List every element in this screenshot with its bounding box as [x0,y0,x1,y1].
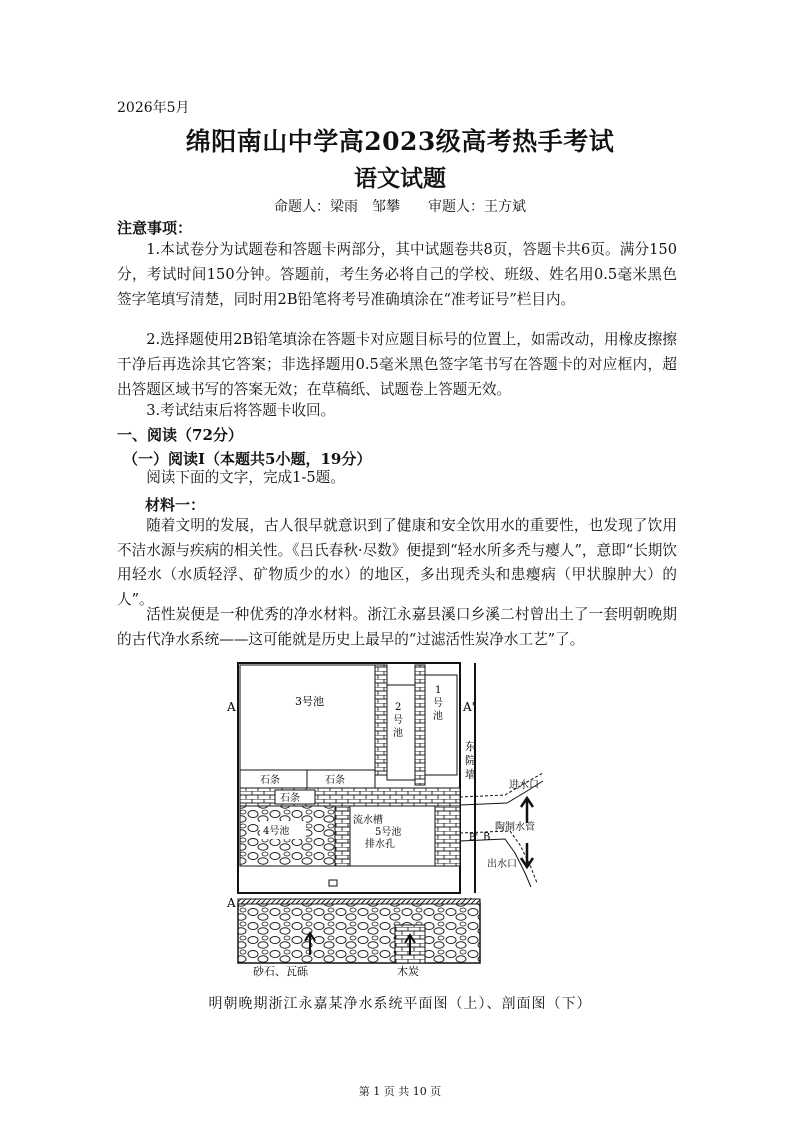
exam-authors: 命题人：梁雨 邹攀 审题人：王方斌 [274,199,526,215]
reading-subheading: （一）阅读Ⅰ（本题共5小题，19分） [123,450,372,468]
pool1-label-c: 池 [433,711,443,722]
reading-instruction: 阅读下面的文字，完成1-5题。 [146,469,345,486]
east-wall-a: 东 [465,740,476,753]
pool2-label-a: 2 [395,702,402,713]
inlet-label: 进水口 [509,780,539,791]
notice-heading: 注意事项： [117,219,193,237]
exam-title: 绵阳南山中学高2023级高考热手考试 [185,127,615,156]
section-a-left: A [227,700,236,714]
exam-subtitle: 语文试题 [354,165,446,192]
section-a-left-2: A [227,896,236,910]
pool1-label-b: 号 [433,698,443,709]
east-wall-b: 院 [465,754,476,767]
material-paragraph-1: 随着文明的发展，古人很早就意识到了健康和安全饮用水的重要性，也发现了饮用不洁水源与疾病的相关性。《吕氏春秋·尽数》便提到“轻水所多秃与瘿人”，意即“长期饮用轻水（水质轻浮、矿物质少的水）的地区，多出现秃头和患瘿病（甲状腺肿大）的人”。 [117,517,677,608]
east-wall-c: 墙 [465,768,476,781]
drain-label: 排水孔 [365,839,395,850]
notice-item-2: 2.选择题使用2B铅笔填涂在答题卡对应题目标号的位置上，如需改动，用橡皮擦擦干净后再选涂其它答案；非选择题用0.5毫米黑色签字笔书写在答题卡的对应框内，超出答题区域书写的答案无效；在草稿纸、试题卷上答题无效。 [117,331,677,398]
channel-label: 流水槽 [353,815,383,826]
page-number: 第 1 页 共 10 页 [358,1085,442,1098]
stone-bar-3: 石条 [280,793,300,804]
section-heading: 一、阅读（72分） [117,426,243,444]
figure-caption: 明朝晚期浙江永嘉某净水系统平面图（上）、剖面图（下） [208,996,592,1012]
water-purification-diagram [225,655,575,985]
b-left-marker: B [483,832,491,843]
pipe-label: 陶制水管 [495,822,535,833]
exam-date: 2026年5月 [117,100,190,116]
notice-item-1: 1.本试卷分为试题卷和答题卡两部分，其中试题卷共8页，答题卡共6页。满分150分，考试时间150分钟。答题前，考生务必将自己的学校、班级、姓名用0.5毫米黑色签字笔填写清楚，同时用2B铅笔将考号准确填涂在“准考证号”栏目内。 [117,241,677,308]
stone-bar-1: 石条 [260,775,280,786]
notice-item-3: 3.考试结束后将答题卡收回。 [146,402,336,419]
pool2-label-c: 池 [393,728,403,739]
material-paragraph-2: 活性炭便是一种优秀的净水材料。浙江永嘉县溪口乡溪二村曾出土了一套明朝晚期的古代净水系统——这可能就是历史上最早的“过滤活性炭净水工艺”了。 [117,606,677,648]
pool2-label-b: 号 [393,715,403,726]
b-right-marker: B' [469,833,479,843]
outlet-label: 出水口 [487,859,517,870]
pool1-label-a: 1 [435,685,442,696]
pool4-label: 4号池 [263,826,290,837]
section-a-right: A' [463,700,475,714]
material-label: 材料一： [145,496,206,514]
pool5-label: 5号池 [375,827,402,838]
gravel-label: 砂石、瓦砾 [253,965,308,978]
stone-bar-2: 石条 [325,775,345,786]
pool3-label: 3号池 [295,695,324,708]
charcoal-label: 木炭 [397,965,419,978]
